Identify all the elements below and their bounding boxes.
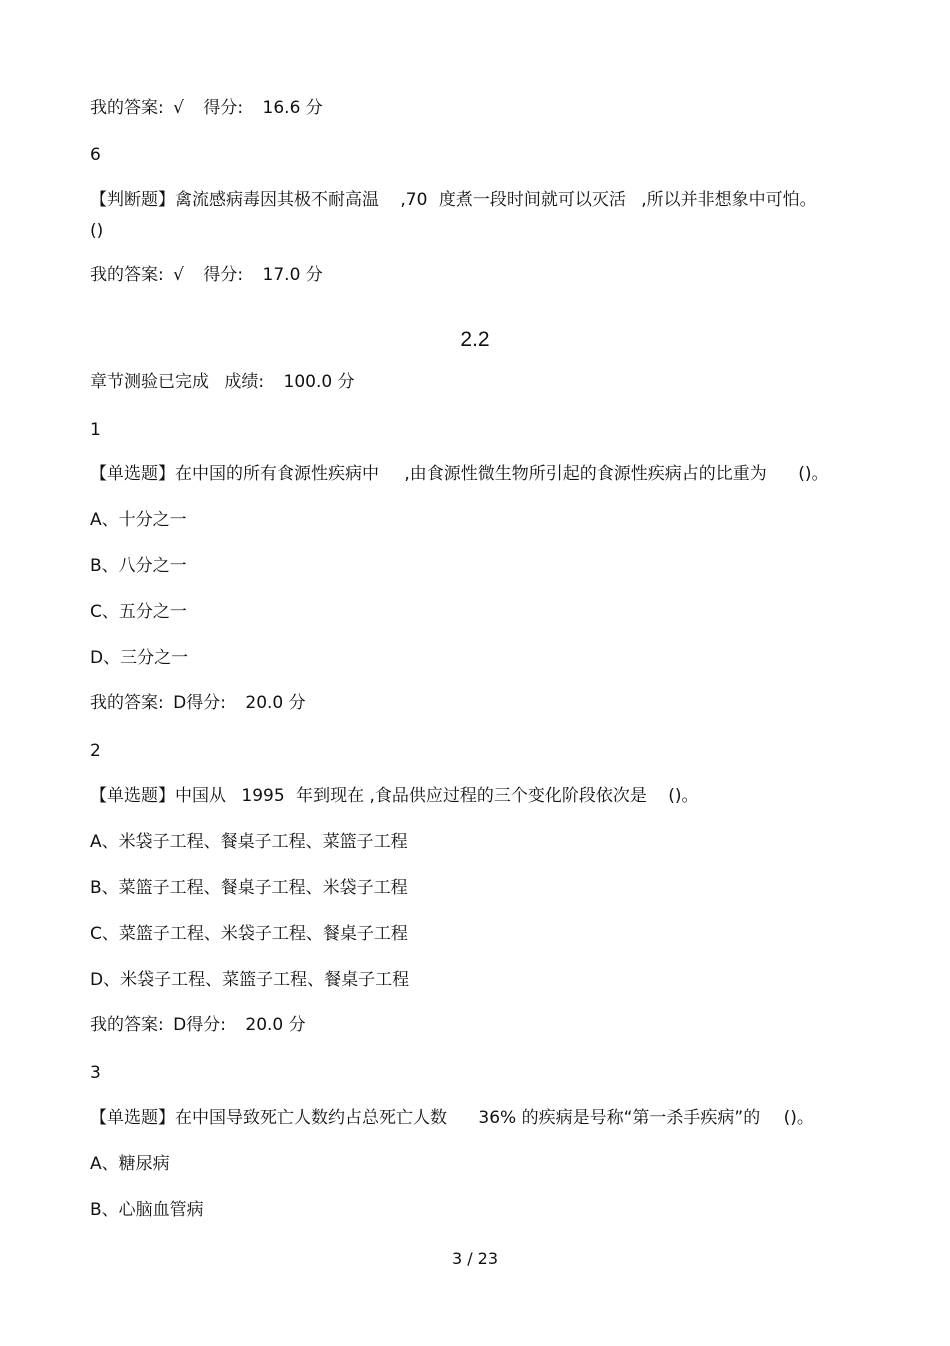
answer-line-q1 xyxy=(90,692,306,714)
answer-line-q5 xyxy=(90,97,323,119)
question-number-6: 6 xyxy=(90,145,101,165)
answer-value: √ xyxy=(173,98,184,118)
question-type: 【单选题】 xyxy=(90,786,175,806)
grade-value: 100.0 分 xyxy=(283,372,355,392)
answer-label: 我的答案: xyxy=(90,693,164,713)
score-value: 17.0 分 xyxy=(262,265,323,285)
option-b-3: B、心脑血管病 xyxy=(90,1200,204,1220)
grade-label: 成绩: xyxy=(224,372,265,392)
section-status: 章节测验已完成 xyxy=(90,372,209,392)
score-label: 得分: xyxy=(186,693,226,713)
option-d-2: D、米袋子工程、菜篮子工程、餐桌子工程 xyxy=(90,970,410,990)
answer-value: D xyxy=(173,693,187,713)
score-label: 得分: xyxy=(203,98,244,118)
score-value: 20.0 分 xyxy=(245,693,306,713)
page-number: 3 / 23 xyxy=(451,1249,499,1268)
option-d-1: D、三分之一 xyxy=(90,648,189,668)
score-value: 20.0 分 xyxy=(245,1015,306,1035)
question-number-3: 3 xyxy=(90,1063,101,1083)
question-type: 【判断题】 xyxy=(90,190,175,210)
answer-value: √ xyxy=(173,265,184,285)
question-text-6: 【判断题】禽流感病毒因其极不耐高温 ,70 度煮一段时间就可以灭活 ,所以并非想象中可怕。 xyxy=(90,190,817,210)
answer-line-q6 xyxy=(90,264,323,286)
section-title: 2.2 xyxy=(460,328,490,351)
answer-line-q2 xyxy=(90,1014,306,1036)
question-type: 【单选题】 xyxy=(90,1108,175,1128)
question-number-1: 1 xyxy=(90,420,101,440)
question-text-1: 【单选题】在中国的所有食源性疾病中 ,由食源性微生物所引起的食源性疾病占的比重为 ()。 xyxy=(90,464,829,484)
option-a-3: A、糖尿病 xyxy=(90,1154,170,1174)
option-a-1: A、十分之一 xyxy=(90,510,187,530)
question-text-3: 【单选题】在中国导致死亡人数约占总死亡人数 36% 的疾病是号称“第一杀手疾病”的 ()。 xyxy=(90,1108,814,1128)
option-b-2: B、菜篮子工程、餐桌子工程、米袋子工程 xyxy=(90,878,408,898)
score-label: 得分: xyxy=(186,1015,226,1035)
question-type: 【单选题】 xyxy=(90,464,175,484)
answer-label: 我的答案: xyxy=(90,265,164,285)
question-number-2: 2 xyxy=(90,741,101,761)
option-b-1: B、八分之一 xyxy=(90,556,187,576)
option-c-1: C、五分之一 xyxy=(90,602,187,622)
option-a-2: A、米袋子工程、餐桌子工程、菜篮子工程 xyxy=(90,832,408,852)
answer-value: D xyxy=(173,1015,187,1035)
score-label: 得分: xyxy=(203,265,244,285)
question-paren-6: () xyxy=(90,221,104,241)
answer-label: 我的答案: xyxy=(90,98,164,118)
question-text-2: 【单选题】中国从 1995 年到现在 ,食品供应过程的三个变化阶段依次是 ()。 xyxy=(90,786,699,806)
score-value: 16.6 分 xyxy=(262,98,323,118)
answer-label: 我的答案: xyxy=(90,1015,164,1035)
option-c-2: C、菜篮子工程、米袋子工程、餐桌子工程 xyxy=(90,924,408,944)
section-status-line xyxy=(90,371,355,393)
